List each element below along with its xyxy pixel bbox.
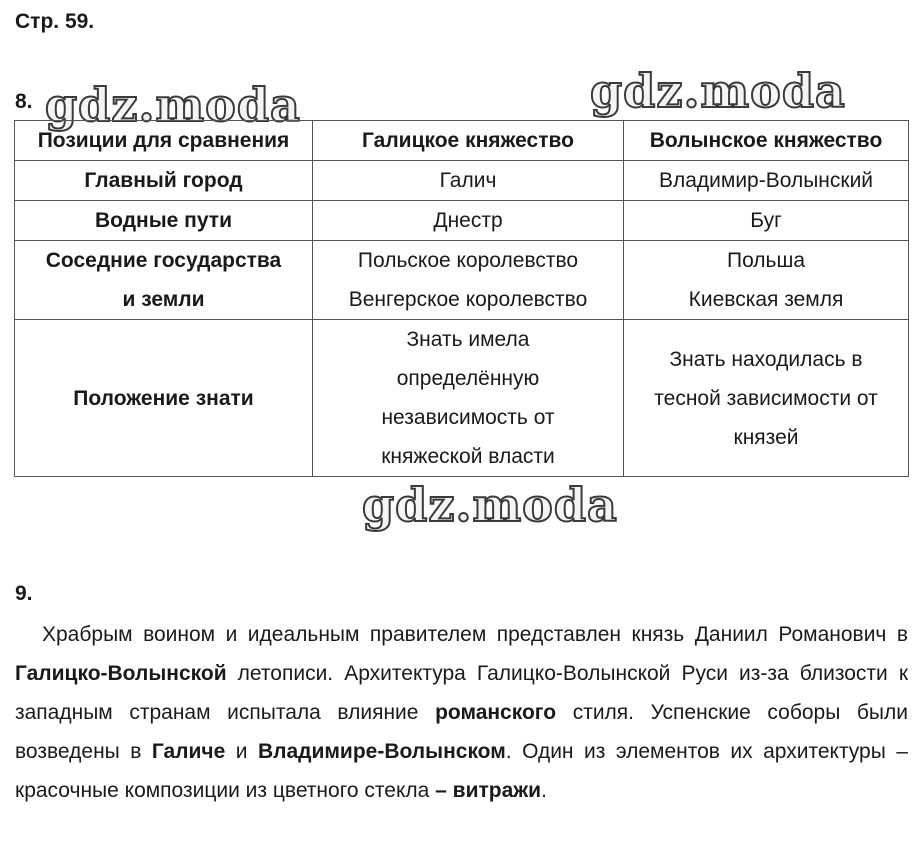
table-row — [15, 161, 909, 201]
text-segment: стиля. Успенские соборы были возведены в — [15, 701, 908, 763]
text-segment: Храбрым воином и идеальным правителем представлен князь Даниил Романович в — [42, 623, 908, 646]
cell-line: тесной зависимости от — [654, 386, 878, 410]
watermark-logo: gdz.moda — [45, 78, 301, 132]
row-label-line: Соседние государства — [45, 249, 282, 272]
cell-line: независимость от — [381, 406, 555, 429]
bold-term: Галицко-Волынской — [15, 662, 227, 685]
header-cell: Позиции для сравнения — [15, 121, 313, 161]
bold-term: – витражи — [435, 779, 542, 802]
watermark-logo: gdz.moda — [362, 478, 618, 532]
task-9-number: 9. — [15, 582, 33, 605]
table-row — [15, 241, 909, 320]
table-cell — [313, 320, 624, 477]
row-label: Главный город — [15, 161, 313, 201]
comparison-table — [14, 120, 909, 477]
table-cell: Буг — [624, 201, 909, 241]
header-cell: Галицкое княжество — [313, 121, 624, 161]
watermark-logo: gdz.moda — [590, 64, 846, 118]
table-row — [15, 201, 909, 241]
table-cell: Галич — [313, 161, 624, 201]
task-8-number: 8. — [15, 90, 33, 113]
row-label — [15, 241, 313, 320]
cell-line: князей — [733, 425, 799, 449]
table-cell: Днестр — [313, 201, 624, 241]
bold-term: Галиче — [151, 740, 226, 763]
text-segment: и — [225, 740, 258, 763]
cell-line: определённую — [396, 367, 540, 390]
text-segment: . Один из элементов их архитектуры – красочные композиции из цветного стекла — [15, 740, 908, 802]
page-reference: Стр. 59. — [15, 10, 95, 33]
header-cell: Волынское княжество — [624, 121, 909, 161]
cell-line: Знать имела — [406, 328, 530, 351]
cell-line: Польское королевство — [357, 249, 579, 272]
table-cell — [624, 241, 909, 320]
text-segment: . — [541, 779, 547, 802]
bold-term: романского — [435, 701, 557, 724]
cell-line: Польша — [726, 249, 806, 272]
table-cell — [313, 241, 624, 320]
table-row — [15, 320, 909, 477]
table-cell: Владимир-Волынский — [624, 161, 909, 201]
text-segment: летописи. Архитектура Галицко-Волынской Руси из-за близости к западным странам испытала влияние — [15, 662, 908, 724]
row-label: Водные пути — [15, 201, 313, 241]
cell-line: Киевская земля — [688, 288, 844, 311]
row-label: Положение знати — [15, 320, 313, 477]
cell-line: княжеской власти — [381, 445, 555, 468]
bold-term: Владимире-Волынском — [257, 740, 506, 763]
task-9-answer-paragraph — [15, 615, 908, 810]
cell-line: Знать находилась в — [669, 347, 863, 371]
table-cell — [624, 320, 909, 477]
table-header-row — [15, 121, 909, 161]
row-label-line: и земли — [122, 288, 205, 311]
cell-line: Венгерское королевство — [348, 288, 588, 311]
